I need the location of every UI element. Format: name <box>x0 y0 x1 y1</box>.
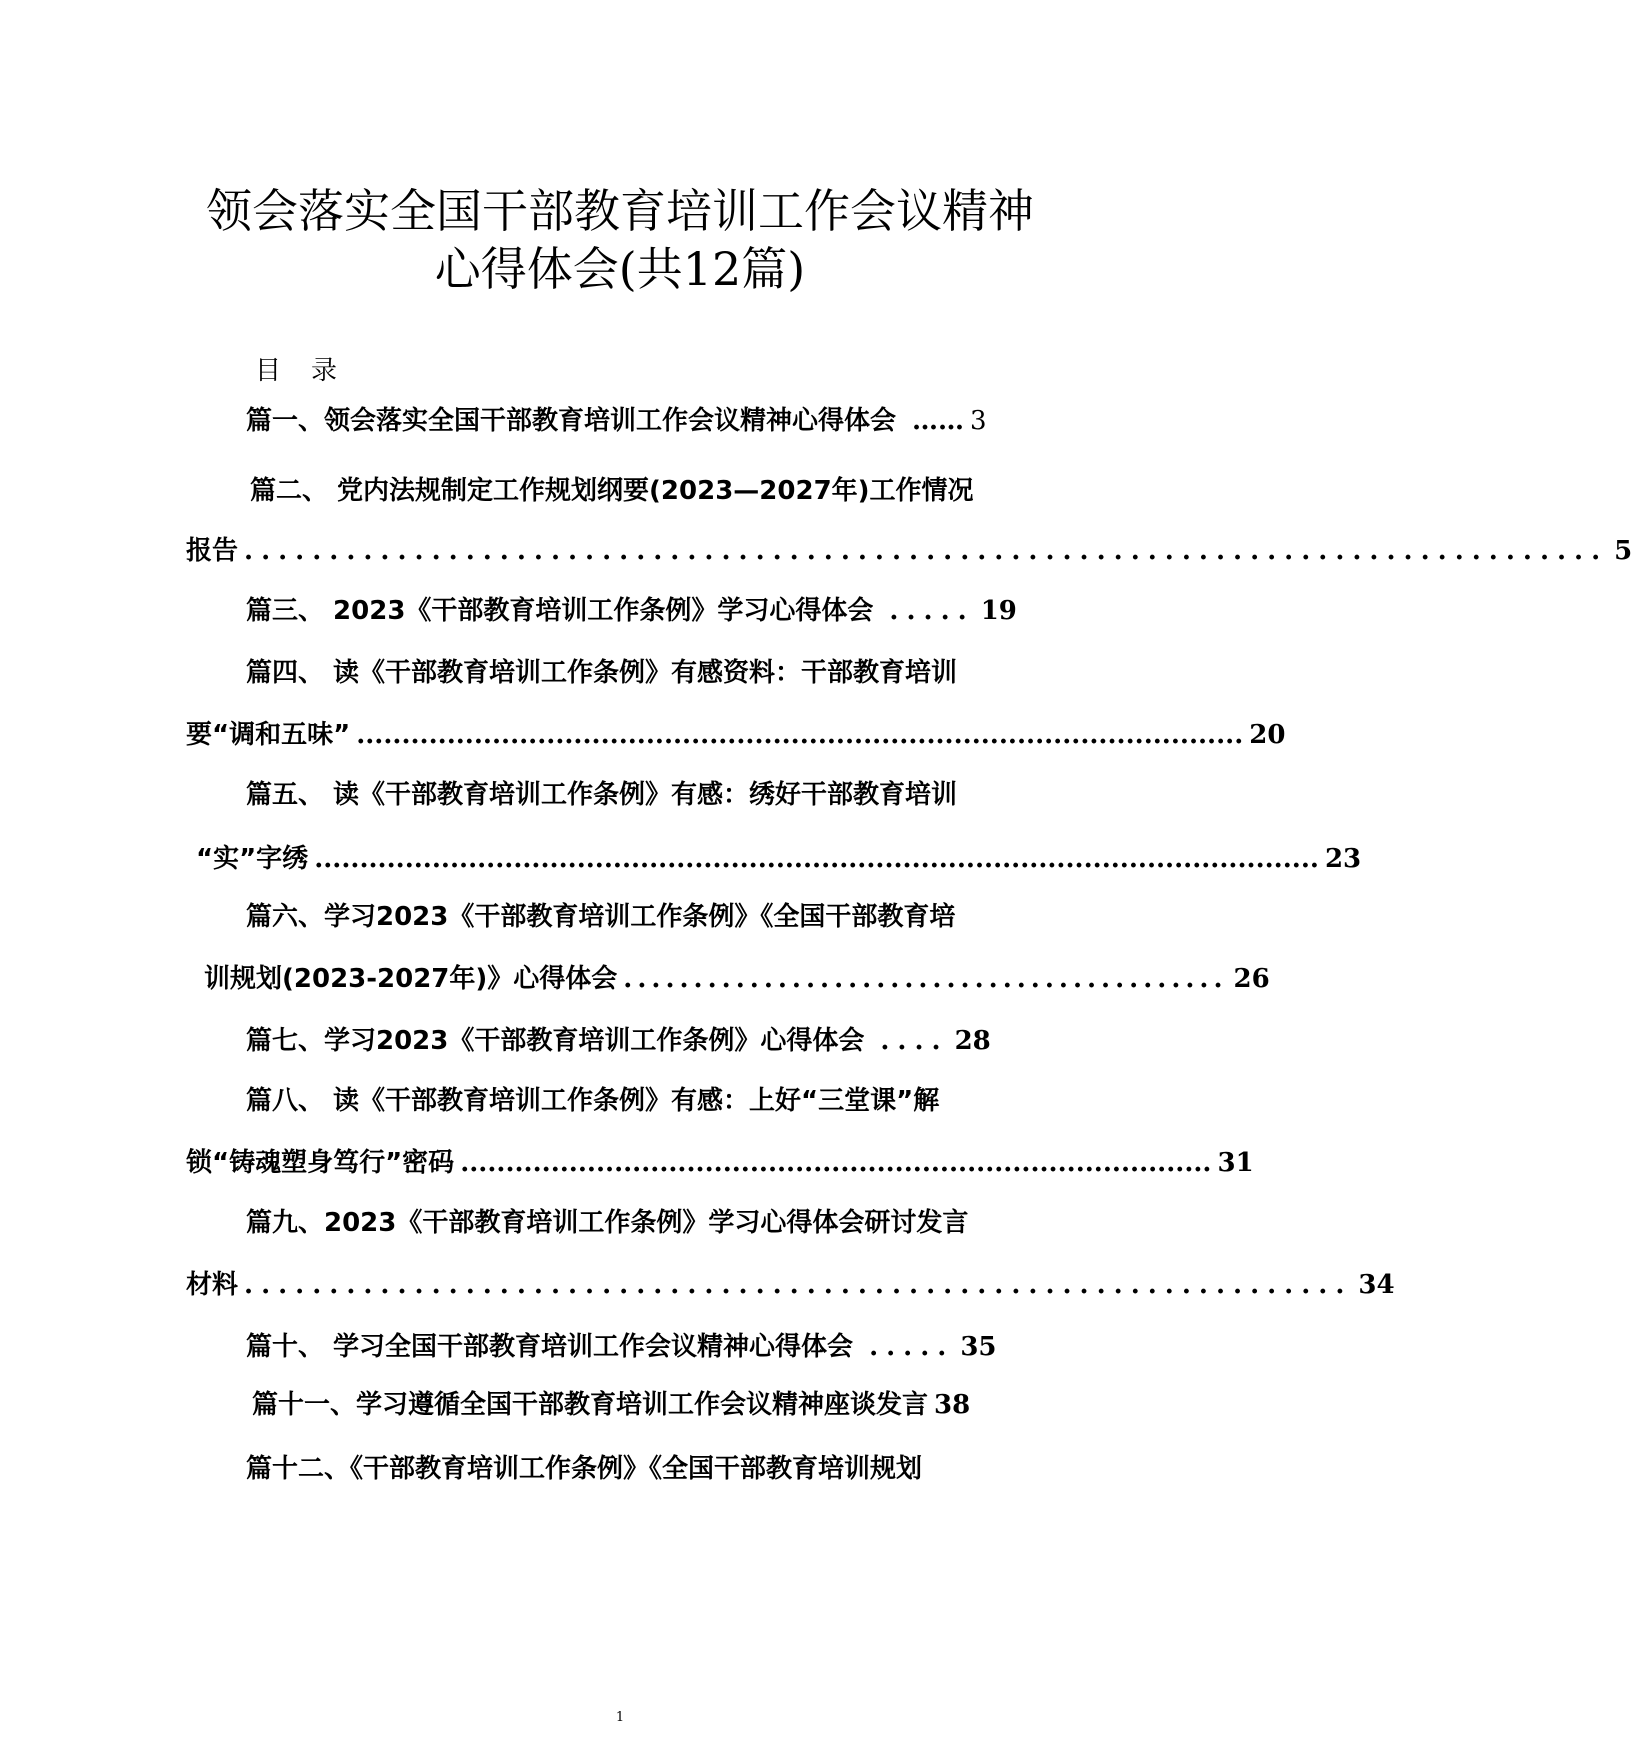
toc-entry-title: 篇十、 学习全国干部教育培训工作会议精神心得体会 <box>246 1332 854 1362</box>
toc-page-number: 3 <box>970 406 987 436</box>
toc-entry-title: 篇十一、学习遵循全国干部教育培训工作会议精神座谈发言 <box>252 1390 929 1420</box>
toc-heading: 目录 <box>255 356 368 386</box>
toc-leader-dots: ............................................................................................................... <box>314 844 1319 874</box>
toc-entry-12-line1[interactable]: 篇十二、《干部教育培训工作条例》《全国干部教育培训规划 <box>246 1454 923 1484</box>
document-title-line2: 心得体会(共12篇) <box>434 242 806 296</box>
toc-entry-5[interactable] <box>196 844 1362 874</box>
toc-page-number: 28 <box>954 1026 991 1056</box>
toc-leader-dots: .................................................................................................. <box>356 720 1244 750</box>
toc-entry-9[interactable] <box>186 1270 1395 1300</box>
toc-entry-5-line1[interactable]: 篇五、 读《干部教育培训工作条例》有感：绣好干部教育培训 <box>246 780 958 810</box>
toc-entry-1[interactable] <box>246 408 1036 434</box>
toc-page-number: 35 <box>960 1332 997 1362</box>
toc-entry-10[interactable] <box>246 1334 1038 1360</box>
toc-entry-4[interactable] <box>186 720 1286 750</box>
toc-entry-8-line1[interactable]: 篇八、 读《干部教育培训工作条例》有感：上好“三堂课”解 <box>246 1086 940 1116</box>
toc-page-number: 23 <box>1324 844 1362 874</box>
toc-page-number: 34 <box>1358 1270 1395 1300</box>
toc-entry-title: 报告 <box>186 536 239 566</box>
toc-leader-dots: ................................................................. <box>244 1270 1353 1300</box>
toc-entry-3[interactable] <box>246 598 1038 624</box>
toc-page-number: 38 <box>934 1390 971 1420</box>
toc-entry-title: 篇一、领会落实全国干部教育培训工作会议精神心得体会 <box>246 406 897 436</box>
toc-entry-title: 要“调和五味” <box>186 720 351 750</box>
toc-leader-dots: .... <box>880 1026 949 1056</box>
toc-entry-title: 锁“铸魂塑身笃行”密码 <box>186 1148 455 1178</box>
toc-entry-title: “实”字绣 <box>196 844 309 874</box>
toc-entry-2-line1[interactable]: 篇二、 党内法规制定工作规划纲要(2023—2027年)工作情况 <box>250 476 974 506</box>
toc-entry-11[interactable] <box>252 1392 970 1418</box>
toc-leader-dots: ........................................... <box>623 964 1228 994</box>
toc-entry-title: 篇七、学习2023《干部教育培训工作条例》心得体会 <box>246 1026 865 1056</box>
toc-leader-dots: ..... <box>889 596 975 626</box>
toc-entry-7[interactable] <box>246 1028 1038 1054</box>
toc-entry-9-line1[interactable]: 篇九、2023《干部教育培训工作条例》学习心得体会研讨发言 <box>246 1208 969 1238</box>
toc-page-number: 26 <box>1233 964 1270 994</box>
toc-leader-dots: ................................................................................... <box>460 1148 1212 1178</box>
toc-entry-title: 训规划(2023-2027年)》心得体会 <box>204 964 618 994</box>
toc-entry-6[interactable] <box>204 964 1270 994</box>
toc-page-number: 31 <box>1217 1148 1254 1178</box>
toc-page-number: 19 <box>980 596 1017 626</box>
toc-leader-dots: ..... <box>869 1332 955 1362</box>
toc-leader-dots: …… <box>912 406 965 436</box>
toc-page-number: 20 <box>1249 720 1286 750</box>
toc-entry-4-line1[interactable]: 篇四、 读《干部教育培训工作条例》有感资料：干部教育培训 <box>246 658 958 688</box>
document-title-line1: 领会落实全国干部教育培训工作会议精神 <box>206 184 1034 238</box>
toc-entry-title: 材料 <box>186 1270 239 1300</box>
toc-entry-title: 篇三、 2023《干部教育培训工作条例》学习心得体会 <box>246 596 874 626</box>
page-number: 1 <box>615 1710 625 1725</box>
toc-page-number: 5 <box>1614 536 1632 566</box>
toc-entry-2[interactable] <box>186 536 1632 566</box>
toc-entry-8[interactable] <box>186 1148 1254 1178</box>
toc-leader-dots: ................................................................................ <box>244 536 1609 566</box>
toc-entry-6-line1[interactable]: 篇六、学习2023《干部教育培训工作条例》《全国干部教育培 <box>246 902 956 932</box>
